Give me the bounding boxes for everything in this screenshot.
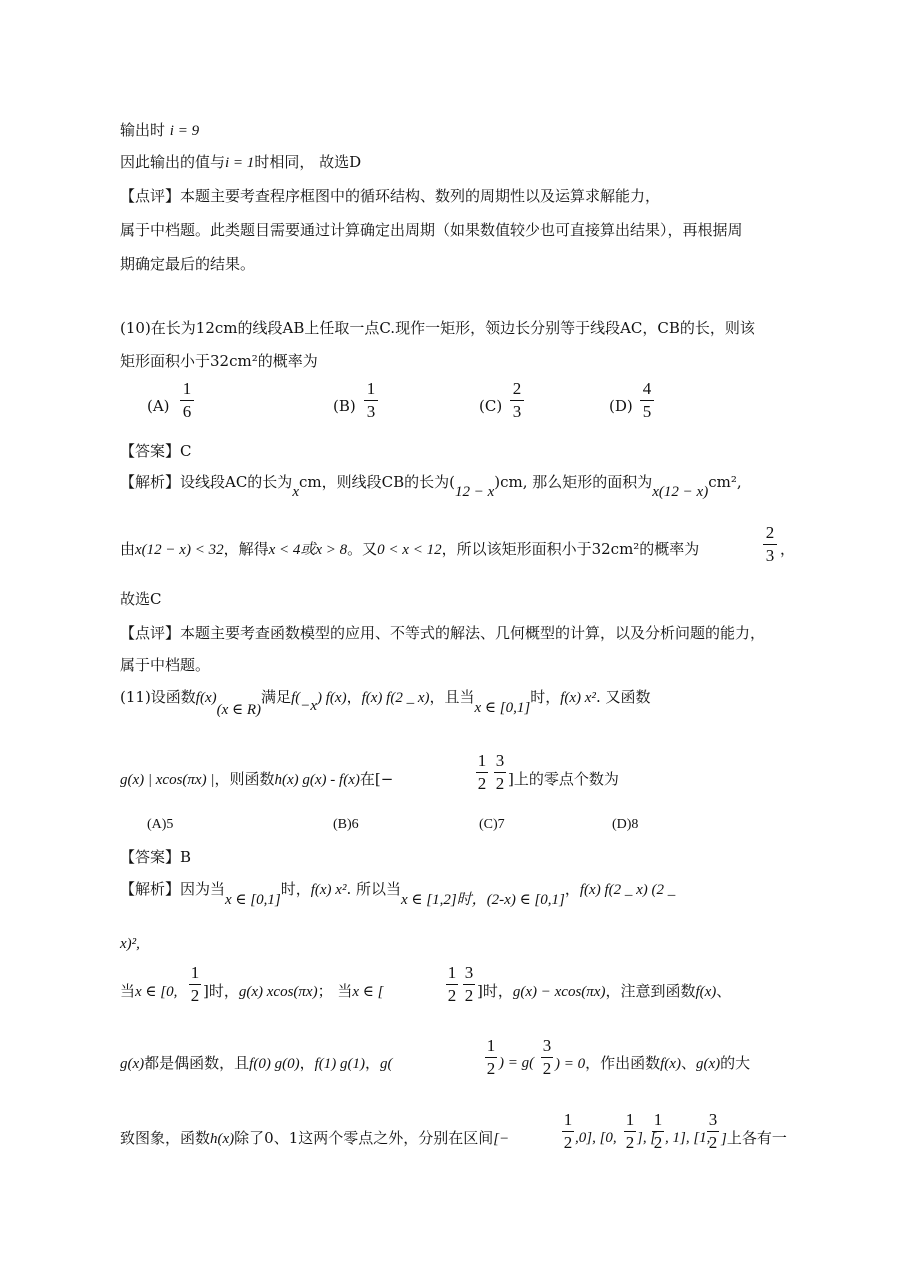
text-line: x)², — [120, 936, 140, 952]
denominator: 3 — [366, 402, 376, 421]
denominator: 6 — [182, 402, 192, 421]
numerator: 1 — [653, 1110, 663, 1129]
text: ，且当 — [429, 688, 475, 706]
text: 。又 — [347, 540, 378, 558]
denominator: 2 — [477, 774, 487, 793]
option-a-label: (A) — [147, 397, 170, 415]
fraction-one-half — [485, 1037, 497, 1078]
denominator: 2 — [447, 986, 457, 1005]
text: 【解析】因为当 — [120, 880, 226, 898]
text-line — [120, 880, 676, 908]
math: f(x) x² — [310, 882, 347, 898]
numerator: 1 — [182, 379, 192, 398]
option-b-label: (B) — [333, 397, 356, 415]
denominator: 2 — [464, 986, 474, 1005]
math: , 1], [1, — [665, 1130, 711, 1146]
math: f(x) — [695, 984, 717, 1000]
math: x — [292, 484, 299, 500]
fraction-one-half — [189, 964, 201, 1005]
denominator: 2 — [190, 986, 200, 1005]
text-line: 期确定最后的结果。 — [120, 255, 256, 273]
math: x ∈ [1,2]时， — [401, 892, 487, 908]
denominator: 2 — [563, 1133, 573, 1152]
text: 满足 — [261, 688, 292, 706]
math: g(x) − xcos(πx) — [512, 984, 606, 1000]
math: 12 − x — [454, 484, 495, 500]
text-line — [120, 473, 742, 500]
fraction-two-thirds — [763, 524, 777, 565]
math: [− — [493, 1131, 510, 1147]
numerator: 3 — [495, 751, 505, 770]
denominator: 5 — [642, 402, 652, 421]
numerator: 4 — [642, 379, 652, 398]
math: x < 4或x > 8 — [268, 542, 348, 558]
math: (x ∈ R) — [216, 702, 262, 718]
math: i = 9 — [169, 123, 200, 139]
math: f(x) — [660, 1056, 681, 1072]
question-10-stem: (10)在长为12cm的线段AB上任取一点C.现作一矩形，领边长分别等于线段AC，CB的长，则该 — [120, 319, 755, 337]
text: ， — [780, 540, 796, 558]
math: ) = 0 — [555, 1056, 586, 1072]
fraction-one-half — [476, 752, 488, 793]
text: 、 — [680, 1054, 696, 1072]
option-b-fraction — [364, 380, 378, 421]
math: f(x) f(2 _ x) — [361, 690, 430, 706]
text: ]时， — [203, 982, 239, 1000]
numerator: 1 — [486, 1036, 496, 1055]
denominator: 2 — [653, 1133, 663, 1152]
math: g(x) xcos(πx) — [238, 984, 318, 1000]
text-line — [120, 1129, 509, 1148]
text: 都是偶函数，且 — [144, 1054, 250, 1072]
text: 当 — [120, 982, 136, 1000]
text-line — [477, 982, 731, 1001]
text-line — [120, 540, 699, 559]
math: ], [ — [637, 1130, 657, 1146]
text: (11)设函数 — [120, 688, 196, 706]
numerator: 1 — [563, 1110, 573, 1129]
text-line: 故选C — [120, 590, 162, 608]
math: x ∈ [0,1] — [474, 700, 531, 716]
text: ，所以该矩形面积小于32cm²的概率为 — [441, 540, 700, 558]
denominator: 3 — [765, 546, 775, 565]
text-line — [721, 1129, 787, 1148]
math: g(x) — [120, 1056, 145, 1072]
math: ) = g( — [499, 1055, 535, 1071]
text-line — [120, 1054, 393, 1073]
option-a: (A)5 — [147, 817, 174, 832]
option-b: (B)6 — [333, 817, 359, 832]
text: ，解得 — [223, 540, 269, 558]
math: x ∈ [ — [352, 984, 384, 1000]
numerator: 1 — [477, 751, 487, 770]
option-d-label: (D) — [609, 397, 633, 415]
text-line — [120, 121, 199, 140]
text-line: 属于中档题。此类题目需要通过计算确定出周期（如果数值较少也可直接算出结果），再根据周 — [120, 221, 743, 239]
numerator: 2 — [512, 379, 522, 398]
text-line: 【点评】本题主要考查函数模型的应用、不等式的解法、几何概型的计算，以及分析问题的能力， — [120, 624, 766, 642]
text: 【解析】设线段AC的长为 — [120, 473, 293, 491]
math: x(12 − x) < 32 — [135, 542, 224, 558]
text-line: 【点评】本题主要考查程序框图中的循环结构、数列的周期性以及运算求解能力， — [120, 187, 661, 205]
math: g(x) — [695, 1056, 721, 1072]
text-line — [120, 770, 393, 789]
denominator: 2 — [486, 1059, 496, 1078]
question-11-stem — [120, 688, 651, 718]
fraction-one-half — [446, 964, 458, 1005]
math: x ∈ [0, — [135, 984, 178, 1000]
text: ，注意到函数 — [605, 982, 696, 1000]
denominator: 3 — [512, 402, 522, 421]
text: cm，则线段CB的长为( — [298, 473, 455, 491]
fraction-one-half — [624, 1111, 636, 1152]
fraction-three-half — [541, 1037, 553, 1078]
fraction-one-half — [652, 1111, 664, 1152]
text-line — [120, 982, 177, 1001]
answer-line: 【答案】B — [120, 848, 192, 866]
text-line — [555, 1054, 750, 1073]
numerator: 1 — [625, 1110, 635, 1129]
numerator: 2 — [765, 523, 775, 542]
math: (2-x) ∈ [0,1] — [486, 892, 565, 908]
math: x ∈ [0,1] — [225, 892, 281, 908]
math: f(x) — [195, 690, 217, 706]
option-c: (C)7 — [479, 817, 505, 832]
text-line: 矩形面积小于32cm²的概率为 — [120, 352, 318, 370]
numerator: 3 — [708, 1110, 718, 1129]
math: f(x) x² — [560, 690, 596, 706]
text: ]时， — [477, 982, 513, 1000]
text: . 所以当 — [346, 880, 401, 898]
math: ] — [721, 1131, 727, 1147]
denominator: 2 — [625, 1133, 635, 1152]
fraction-three-half — [463, 964, 475, 1005]
text: ； 当 — [317, 982, 353, 1000]
math: g( — [380, 1056, 393, 1072]
text: ，作出函数 — [585, 1054, 661, 1072]
text: 在[− — [359, 770, 394, 788]
fraction-three-half — [494, 752, 506, 793]
numerator: 3 — [464, 963, 474, 982]
text: ]上的零点个数为 — [508, 770, 619, 788]
math: g(x) | xcos(πx) | — [120, 772, 215, 788]
numerator: 1 — [190, 963, 200, 982]
math: ) f(x) — [317, 690, 347, 706]
text: 输出时 — [120, 121, 166, 139]
text: 时， — [280, 880, 311, 898]
fraction-three-half — [707, 1111, 719, 1152]
text: 致图象，函数 — [120, 1129, 211, 1147]
option-d-fraction — [640, 380, 654, 421]
math: x(12 − x) — [652, 484, 709, 500]
denominator: 2 — [542, 1059, 552, 1078]
answer-line: 【答案】C — [120, 442, 192, 460]
text: 因此输出的值与 — [120, 153, 226, 171]
math: 0 < x < 12 — [377, 542, 442, 558]
text: ，则函数 — [214, 770, 275, 788]
text: 由 — [120, 540, 136, 558]
denominator: 2 — [495, 774, 505, 793]
text: ， — [564, 880, 580, 898]
math: h(x) — [210, 1131, 235, 1147]
text: cm², — [708, 473, 742, 491]
text: 上各有一 — [726, 1129, 787, 1147]
text: ， — [365, 1054, 381, 1072]
fraction-one-half — [562, 1111, 574, 1152]
numerator: 3 — [542, 1036, 552, 1055]
numerator: 1 — [447, 963, 457, 982]
text-line — [120, 153, 361, 172]
text: . 又函数 — [595, 688, 651, 706]
denominator: 2 — [708, 1133, 718, 1152]
text: 的大 — [720, 1054, 751, 1072]
math: f( — [291, 690, 301, 706]
text: 除了0、1这两个零点之外，分别在区间 — [234, 1129, 494, 1147]
math: ,0], [0, — [575, 1130, 617, 1146]
text-line: 属于中档题。 — [120, 656, 211, 674]
math: i = 1 — [225, 155, 255, 171]
text: 、 — [716, 982, 732, 1000]
math: f(1) g(1) — [314, 1056, 365, 1072]
text: ， — [299, 1054, 315, 1072]
math: f(0) g(0) — [249, 1056, 300, 1072]
option-a-fraction — [180, 380, 194, 421]
text: )cm, 那么矩形的面积为 — [494, 473, 653, 491]
numerator: 1 — [366, 379, 376, 398]
option-c-label: (C) — [479, 397, 503, 415]
text-line — [203, 982, 383, 1001]
option-d: (D)8 — [612, 817, 639, 832]
option-c-fraction — [510, 380, 524, 421]
math: −x — [300, 698, 318, 714]
text: 时相同， 故选D — [254, 153, 362, 171]
math: h(x) g(x) - f(x) — [274, 772, 360, 788]
text: ， — [346, 688, 362, 706]
text: 时， — [530, 688, 561, 706]
math: f(x) f(2 _ x) (2 _ — [579, 882, 676, 898]
